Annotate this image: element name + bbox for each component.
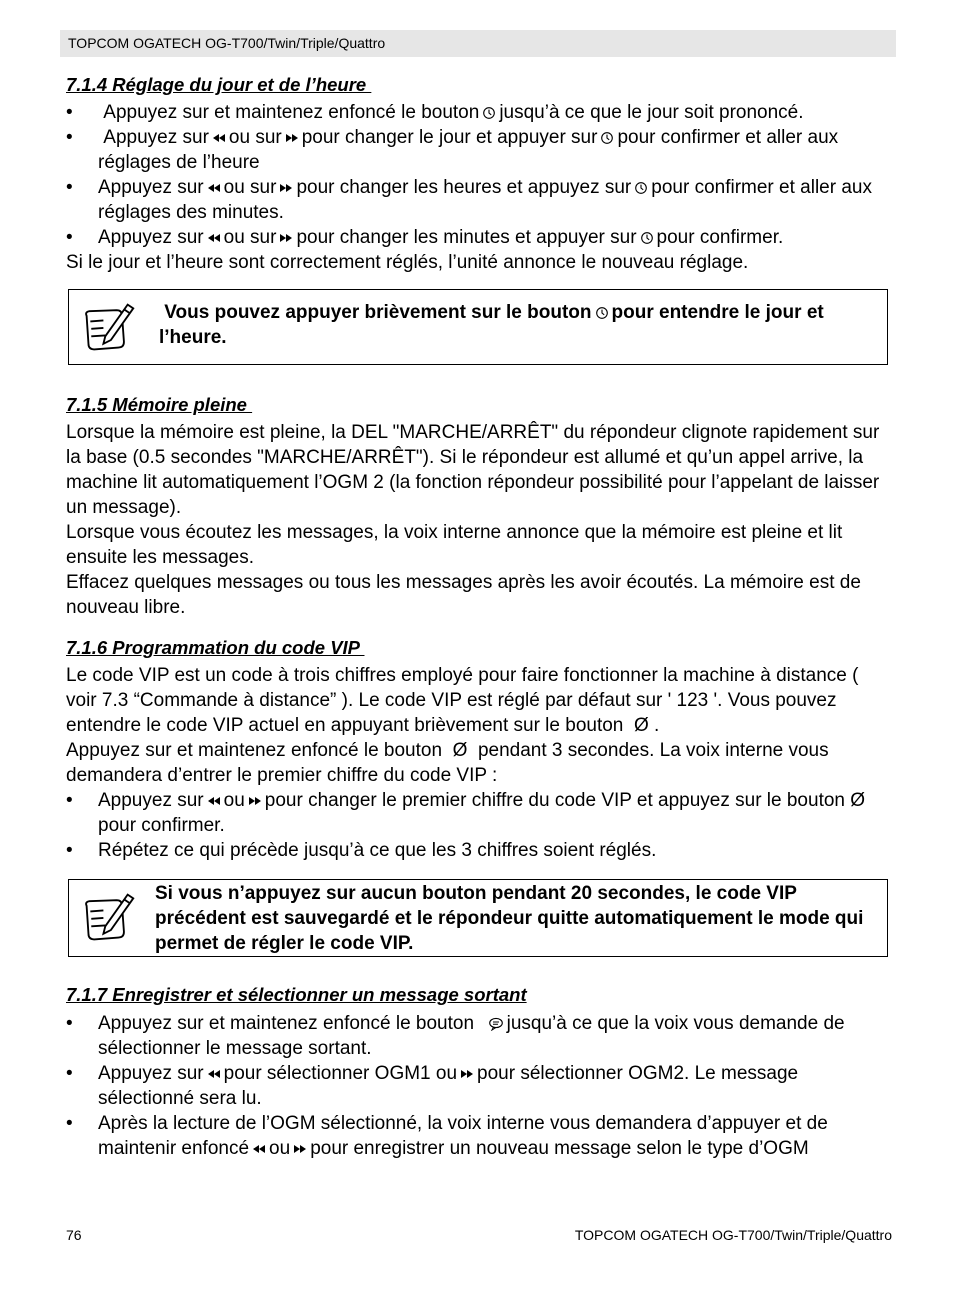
list-7-1-6 <box>66 788 890 863</box>
list-item: • Appuyez sur et maintenez enfoncé le bouton jusqu’à ce que le jour soit prononcé. <box>66 100 890 125</box>
paragraph: Lorsque vous écoutez les messages, la voix interne annonce que la mémoire est pleine et lit ensuite les messages. <box>66 522 843 568</box>
page-header <box>60 30 896 57</box>
section-title-7-1-5: 7.1.5 Mémoire pleine <box>66 394 253 415</box>
forward-icon <box>460 1069 474 1079</box>
list-7-1-4 <box>66 100 890 250</box>
rewind-icon <box>207 233 221 243</box>
clock-icon <box>600 131 614 145</box>
section-title-7-1-7: 7.1.7 Enregistrer et sélectionner un message sortant <box>66 984 527 1005</box>
forward-icon <box>248 796 262 806</box>
vip-button-icon: Ø <box>452 740 468 761</box>
list-item: • Appuyez sur ou pour changer le premier chiffre du code VIP et appuyez sur le bouton Ø pour confirmer. <box>66 788 890 838</box>
rewind-icon <box>207 1069 221 1079</box>
note-box: Si vous n’appuyez sur aucun bouton pendant 20 secondes, le code VIP précédent est sauvegardé et le répondeur quitte automatiquement le mode qui permet de régler le code VIP. <box>68 879 888 957</box>
document-body <box>66 73 890 1161</box>
list-item: • Appuyez sur ou sur pour changer les heures et appuyez sur pour confirmer et aller aux réglages des minutes. <box>66 175 890 225</box>
vip-button-icon: Ø <box>633 715 649 736</box>
vip-button-icon: Ø <box>850 790 866 811</box>
pencil-note-icon <box>81 298 137 363</box>
forward-icon <box>293 1144 307 1154</box>
list-7-1-7 <box>66 1011 890 1161</box>
clock-icon <box>634 181 648 195</box>
list-item: • Après la lecture de l’OGM sélectionné, la voix interne vous demandera d’appuyer et de maintenir enfoncé ou pour enregistrer un nouveau message selon le type d’OGM <box>66 1111 890 1161</box>
clock-icon <box>595 306 609 320</box>
forward-icon <box>285 133 299 143</box>
header-title: TOPCOM OGATECH OG-T700/Twin/Triple/Quattro <box>68 35 386 51</box>
rewind-icon <box>252 1144 266 1154</box>
paragraph: Le code VIP est un code à trois chiffres employé pour faire fonctionner la machine à distance ( voir 7.3 “Commande à distance” ). Le code VIP est réglé par défaut sur ' 123 '. Vous pouvez entendre le code VIP actuel en appuyant brièvement sur le bouton Ø . <box>66 665 859 736</box>
paragraph: Appuyez sur et maintenez enfoncé le bouton Ø pendant 3 secondes. La voix interne vous demandera d’entrer le premier chiffre du code VIP : <box>66 740 829 786</box>
rewind-icon <box>207 796 221 806</box>
paragraph: Si le jour et l’heure sont correctement réglés, l’unité annonce le nouveau réglage. <box>66 252 749 273</box>
paragraph: Effacez quelques messages ou tous les messages après les avoir écoutés. La mémoire est de nouveau libre. <box>66 572 861 618</box>
paragraph: Lorsque la mémoire est pleine, la DEL "MARCHE/ARRÊT" du répondeur clignote rapidement sur la base (0.5 secondes "MARCHE/ARRÊT"). Si le répondeur est allumé et qu’un appel arrive, la machine lit automatiquement l’OGM 2 (la fonction répondeur possibilité pour l’appelant de laisser un message). <box>66 422 880 518</box>
clock-icon <box>640 231 654 245</box>
ogm-button-icon <box>488 1017 504 1031</box>
rewind-icon <box>207 183 221 193</box>
list-item: • Répétez ce qui précède jusqu’à ce que les 3 chiffres soient réglés. <box>66 838 890 863</box>
rewind-icon <box>212 133 226 143</box>
list-item: • Appuyez sur pour sélectionner OGM1 ou pour sélectionner OGM2. Le message sélectionné sera lu. <box>66 1061 890 1111</box>
footer-title: TOPCOM OGATECH OG-T700/Twin/Triple/Quattro <box>574 1227 892 1243</box>
section-title-7-1-6: 7.1.6 Programmation du code VIP <box>66 637 365 658</box>
list-item: • Appuyez sur ou sur pour changer les minutes et appuyer sur pour confirmer. <box>66 225 890 250</box>
list-item: • Appuyez sur ou sur pour changer le jour et appuyer sur pour confirmer et aller aux réglages de l’heure <box>66 125 890 175</box>
clock-icon <box>482 106 496 120</box>
forward-icon <box>279 233 293 243</box>
list-item: • Appuyez sur et maintenez enfoncé le bouton jusqu’à ce que la voix vous demande de sélectionner le message sortant. <box>66 1011 890 1061</box>
page-number: 76 <box>66 1227 82 1243</box>
section-title-7-1-4: 7.1.4 Réglage du jour et de l’heure <box>66 74 372 95</box>
note-box: Vous pouvez appuyer brièvement sur le bouton pour entendre le jour et l’heure. <box>68 289 888 365</box>
forward-icon <box>279 183 293 193</box>
pencil-note-icon <box>81 886 137 955</box>
